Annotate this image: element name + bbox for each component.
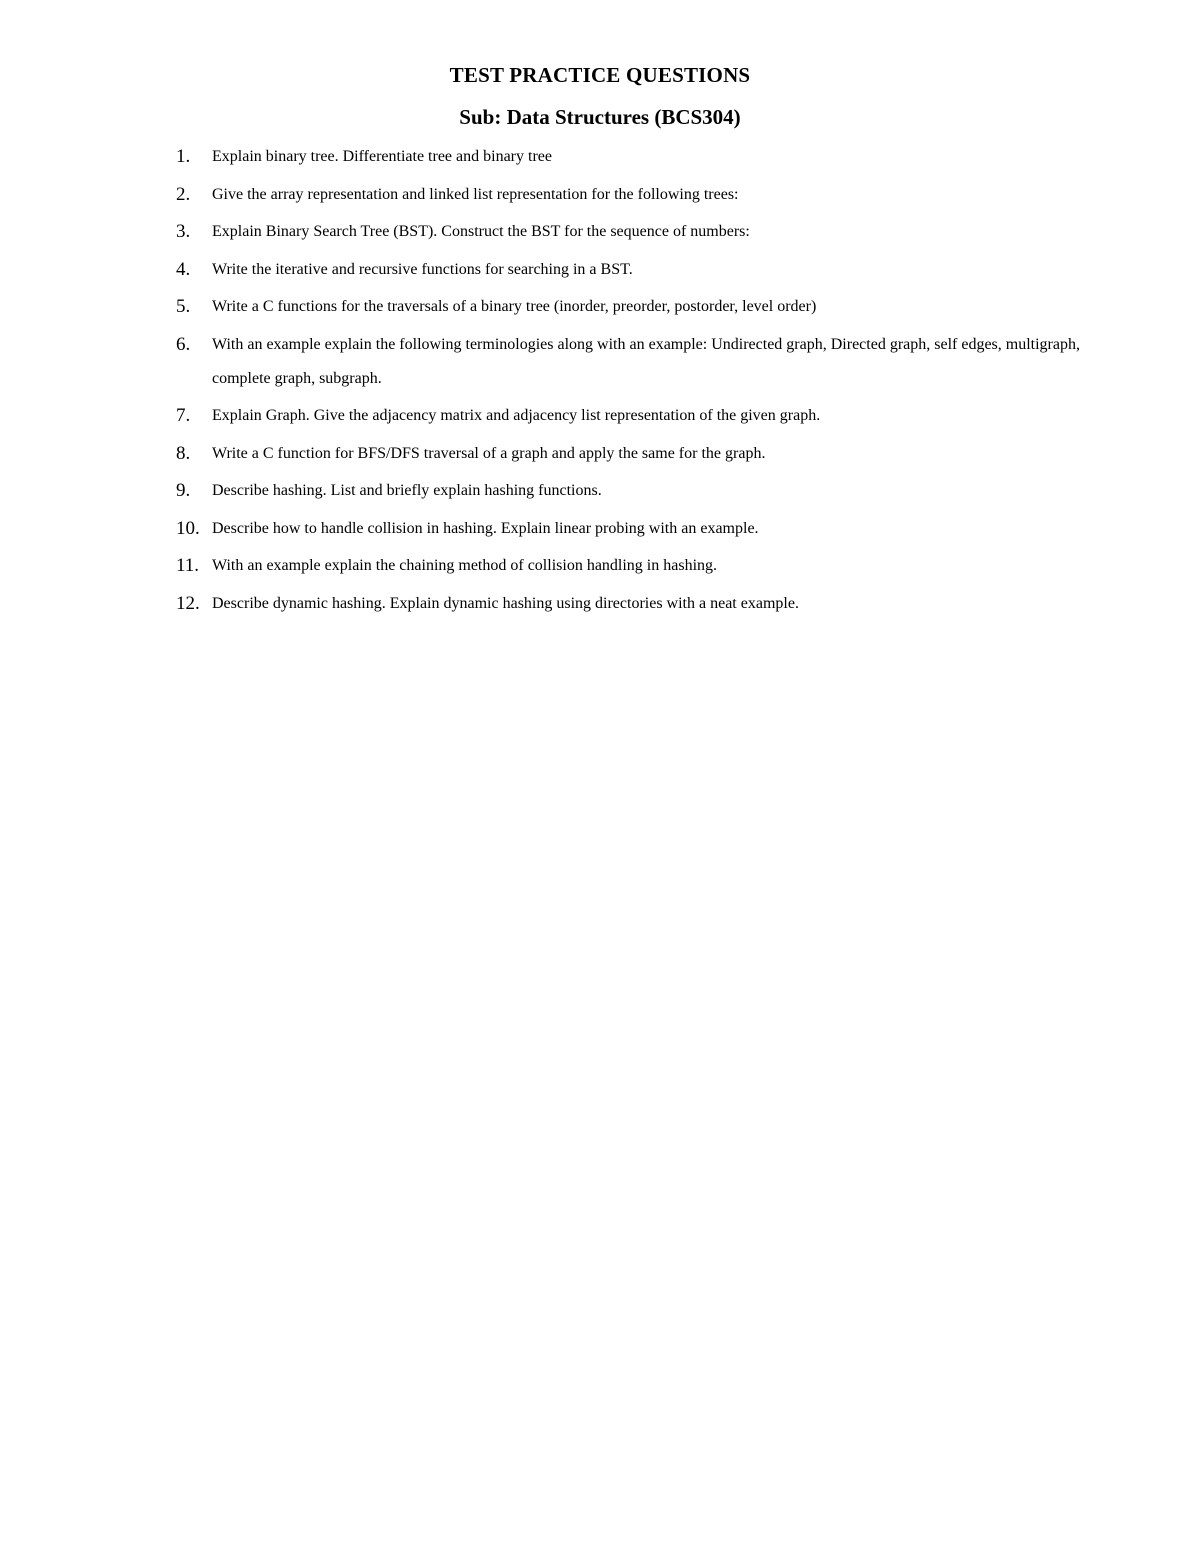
question-number: 1. bbox=[176, 146, 191, 167]
question-item-3 bbox=[0, 215, 1092, 249]
question-number: 6. bbox=[176, 333, 191, 355]
question-number: 7. bbox=[176, 405, 191, 426]
question-text: With an example explain the chaining method of collision handling in hashing. bbox=[212, 557, 718, 574]
question-text: Describe how to handle collision in hashing. Explain linear probing with an example. bbox=[212, 519, 759, 537]
question-text: Explain binary tree. Differentiate tree and binary tree bbox=[212, 148, 552, 165]
question-number: 10. bbox=[176, 517, 200, 539]
question-item-2 bbox=[0, 178, 1092, 212]
question-number: 11. bbox=[176, 555, 200, 576]
question-text: Explain Graph. Give the adjacency matrix and adjacency list representation of the given graph. bbox=[212, 407, 821, 424]
question-number: 3. bbox=[176, 221, 191, 242]
question-number: 12. bbox=[176, 592, 200, 614]
question-item-9 bbox=[0, 474, 1092, 508]
question-item-1 bbox=[0, 140, 1092, 174]
question-text: Write the iterative and recursive functions for searching in a BST. bbox=[212, 260, 633, 278]
question-text: Write a C functions for the traversals of a binary tree (inorder, preorder, postorder, level order) bbox=[212, 298, 817, 315]
question-text: Give the array representation and linked list representation for the following trees: bbox=[212, 185, 739, 203]
question-text: Describe hashing. List and briefly explain hashing functions. bbox=[212, 482, 602, 499]
question-item-11 bbox=[0, 549, 1092, 583]
question-text: Describe dynamic hashing. Explain dynamic hashing using directories with a neat example. bbox=[212, 594, 799, 612]
question-item-8 bbox=[0, 437, 1092, 471]
question-list bbox=[0, 140, 1200, 624]
question-item-6 bbox=[0, 328, 1092, 396]
question-text: Explain Binary Search Tree (BST). Construct the BST for the sequence of numbers: bbox=[212, 223, 750, 240]
question-number: 8. bbox=[176, 442, 191, 464]
question-item-5 bbox=[0, 290, 1092, 324]
question-item-10 bbox=[0, 512, 1092, 546]
page-title: TEST PRACTICE QUESTIONS bbox=[449, 63, 751, 87]
question-text: Write a C function for BFS/DFS traversal of a graph and apply the same for the graph. bbox=[212, 444, 766, 462]
question-item-7 bbox=[0, 399, 1092, 433]
question-item-12 bbox=[0, 587, 1092, 621]
question-number: 2. bbox=[176, 183, 191, 205]
question-number: 4. bbox=[176, 258, 191, 280]
question-item-4 bbox=[0, 253, 1092, 287]
question-text: With an example explain the following terminologies along with an example: Undirected graph, Directed graph, self edges, multigraph, complete graph, subgraph. bbox=[212, 335, 1080, 387]
question-number: 5. bbox=[176, 296, 191, 317]
question-number: 9. bbox=[176, 480, 191, 501]
page-subtitle: Sub: Data Structures (BCS304) bbox=[459, 105, 741, 129]
